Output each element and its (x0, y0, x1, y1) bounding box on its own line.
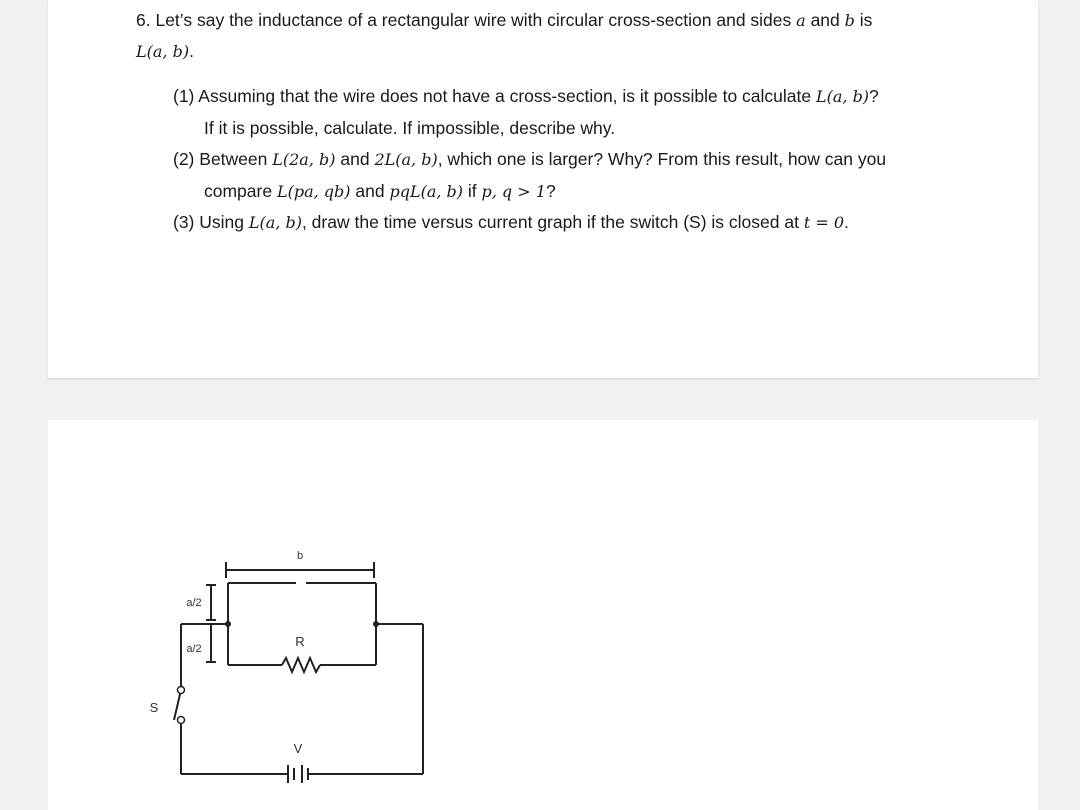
junction-dot-right (373, 621, 379, 627)
part-1-number: (1) (173, 86, 195, 106)
part-3-math-1: L(a, b) (248, 213, 302, 232)
is-word: is (859, 10, 873, 30)
period: . (189, 41, 194, 61)
var-b: b (844, 11, 855, 30)
part-2-math-4: pqL(a, b) (389, 182, 464, 201)
question-line-2 (136, 39, 194, 64)
var-a: a (796, 11, 806, 30)
part-2-math-5: p, q > 1 (481, 182, 546, 201)
part-2-line-2 (204, 179, 556, 204)
part-2-line-1 (173, 147, 886, 172)
label-a-half-top: a/2 (186, 597, 202, 609)
part-1-qmark: ? (869, 86, 879, 106)
part-1-text-2: If it is possible, calculate. If impossible, describe why. (204, 118, 616, 138)
label-a-half-bottom: a/2 (186, 643, 202, 655)
circuit-diagram (48, 420, 1038, 810)
question-lead: 6. Let’s say the inductance of a rectangular wire with circular cross-section and sides (136, 10, 792, 30)
figure-page (48, 420, 1038, 810)
switch-contact-bottom (178, 717, 185, 724)
part-2-math-2: 2L(a, b) (374, 150, 438, 169)
label-S: S (149, 700, 159, 715)
part-2-compare: compare (204, 181, 273, 201)
part-2-if: if (467, 181, 477, 201)
part-3-line-1 (173, 210, 849, 235)
resistor-zigzag (282, 658, 320, 672)
part-2-and-2: and (355, 181, 385, 201)
part-3-text: , draw the time versus current graph if the switch (S) is closed at (301, 212, 799, 232)
label-V: V (293, 741, 303, 756)
and-word: and (810, 10, 840, 30)
junction-dot-left (225, 621, 231, 627)
part-2-and: and (340, 149, 370, 169)
part-2-qmark: ? (545, 181, 556, 201)
part-1-line-1 (173, 84, 879, 109)
question-line-1 (136, 8, 872, 33)
part-2-math-3: L(pa, qb) (276, 182, 351, 201)
part-1-text: Assuming that the wire does not have a cross-section, is it possible to calculate (198, 86, 812, 106)
switch-blade (174, 690, 181, 720)
part-2-math-1: L(2a, b) (272, 150, 336, 169)
part-3-math-2: t = 0 (803, 213, 845, 232)
L-ab: L(a, b) (136, 42, 190, 61)
switch-contact-top (178, 687, 185, 694)
label-R: R (295, 634, 305, 649)
part-2-text: , which one is larger? Why? From this result, how can you (437, 149, 887, 169)
part-3-period: . (844, 212, 849, 232)
part-2-between: Between (199, 149, 268, 169)
part-3-number: (3) (173, 212, 195, 232)
label-b: b (296, 550, 304, 562)
part-2-number: (2) (173, 149, 195, 169)
part-3-using: Using (199, 212, 245, 232)
part-1-line-2 (204, 116, 615, 140)
part-1-math: L(a, b) (815, 87, 870, 106)
question-page (48, 0, 1038, 378)
